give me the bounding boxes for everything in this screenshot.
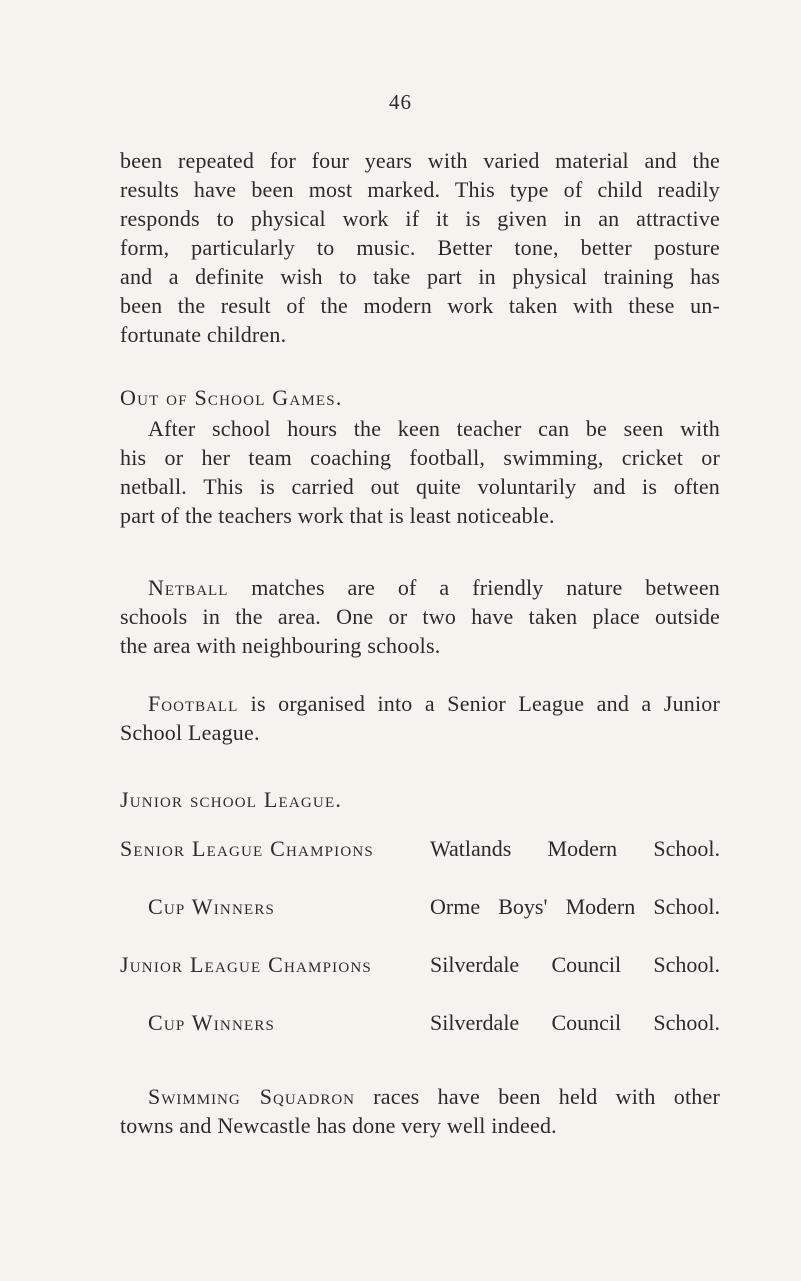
results-winner: Silverdale Council School. [430,952,720,977]
intro-paragraph [120,146,720,349]
results-row [120,952,720,982]
swimming-lead: Swimming Squadron [148,1084,355,1109]
text-line: been the result of the modern work taken with these un- [120,293,720,318]
text-line: After school hours the keen teacher can be seen with [148,416,720,441]
text-line: the area with neighbouring schools. [120,633,441,658]
results-row [120,894,720,924]
football-paragraph [120,689,720,747]
netball-lead: Netball [148,575,229,600]
results-row [120,1010,720,1040]
results-category: Junior League Champions [120,952,372,977]
text-line: part of the teachers work that is least noticeable. [120,503,555,528]
section-heading-out-of-school-games: Out of School Games. [120,385,343,410]
results-winner: Silverdale Council School. [430,1010,720,1035]
text-line: form, particularly to music. Better tone, better posture [120,235,720,260]
text-line: Netball matches are of a friendly nature between [148,575,720,600]
page-number: 46 [389,90,412,114]
out-of-school-paragraph [120,414,720,530]
text-line: results have been most marked. This type of child readily [120,177,720,202]
netball-paragraph [120,573,720,660]
swimming-paragraph [120,1082,720,1140]
text-line: responds to physical work if it is given in an attractive [120,206,720,231]
text-line: Football is organised into a Senior League and a Junior [148,691,721,716]
text-line: and a definite wish to take part in physical training has [120,264,720,289]
text-line: schools in the area. One or two have taken place outside [120,604,720,629]
text-line: Swimming Squadron races have been held with other [148,1084,721,1109]
results-category: Cup Winners [148,894,276,919]
text-line: fortunate children. [120,322,287,347]
section-heading-junior-school-league: Junior school League. [120,787,343,812]
text-line: been repeated for four years with varied material and the [120,148,720,173]
results-winner: Watlands Modern School. [430,836,720,861]
text-line: School League. [120,720,260,745]
results-row [120,836,720,866]
results-category: Senior League Champions [120,836,374,861]
text-line: his or her team coaching football, swimming, cricket or [120,445,720,470]
results-winner: Orme Boys' Modern School. [430,894,720,919]
text-line: towns and Newcastle has done very well indeed. [120,1113,557,1138]
text-line: netball. This is carried out quite voluntarily and is often [120,474,720,499]
football-lead: Football [148,691,239,716]
results-category: Cup Winners [148,1010,276,1035]
